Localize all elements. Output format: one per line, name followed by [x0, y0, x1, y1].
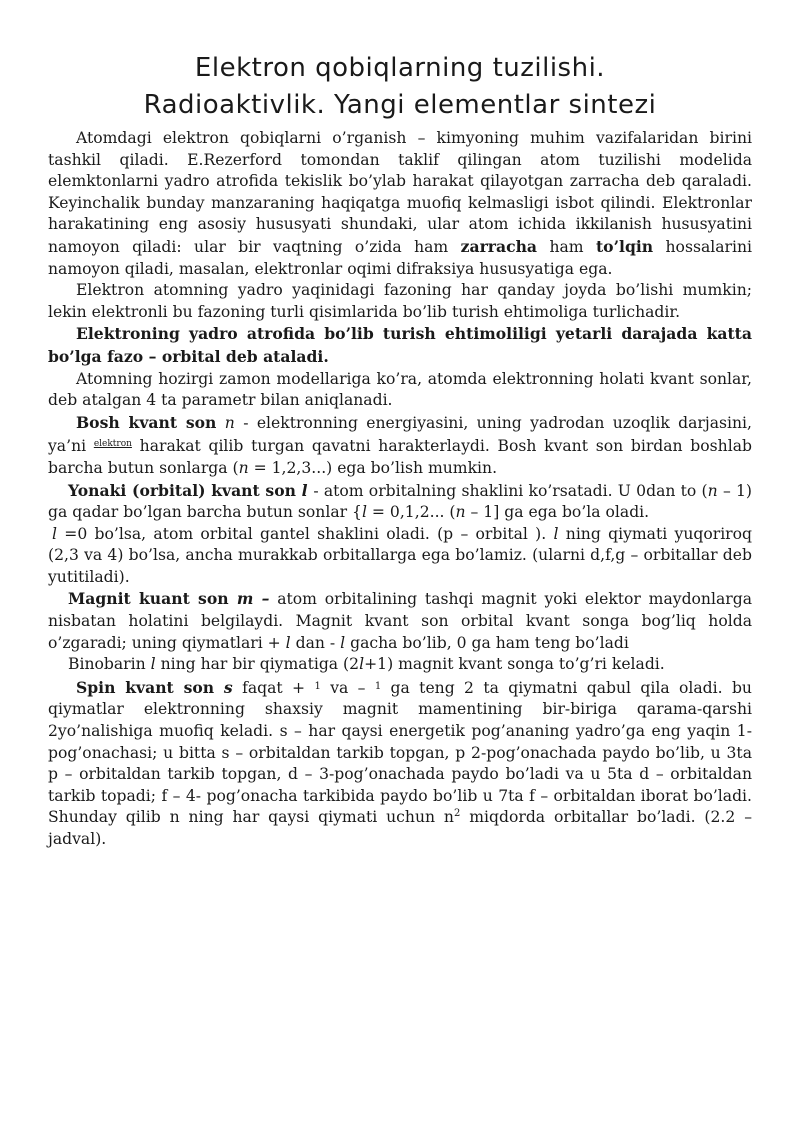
- paragraph-orbital-shapes: l =0 bo’lsa, atom orbital gantel shaklini oladi. (p – orbital ). l ning qiymati yuqoriroq (2,3 va 4) bo’lsa, ancha murakkab orbitallarga ega bo’lamiz. (ularni d,f,g – orbitallar deb yutitiladi).: [48, 524, 753, 586]
- title-line-1: Elektron qobiqlarning tuzilishi.: [194, 53, 606, 83]
- title-line-2: Radioaktivlik. Yangi elementlar sintezi: [143, 90, 657, 120]
- paragraph-magnetic-quantum: Magnit kuant son m – atom orbitalining tashqi magnit yoki elektor maydonlarga nisbatan holatini belgilaydi. Magnit kvant son orbital kvant songa bog’liq holda o’zgaradi; uning qiymatlari + l dan - l gacha bo’lib, 0 ga ham teng bo’ladi: [48, 589, 752, 652]
- page-title: [48, 50, 752, 124]
- paragraph-orbital-definition: Elektroning yadro atrofida bo’lib turish ehtimoliligi yetarli darajada katta bo’lga fazo – orbital deb ataladi.: [48, 324, 752, 366]
- term-zarracha: zarracha: [460, 236, 538, 256]
- paragraph-magnetic-values: Binobarin l ning har bir qiymatiga (2l+1) magnit kvant songa to’g’ri keladi.: [68, 655, 665, 674]
- paragraph-orbital-quantum: Yonaki (orbital) kvant son l - atom orbitalning shaklini ko’rsatadi. U 0dan to (n – 1) ga qadar bo’lgan barcha butun sonlar {l = 0,1,2... (n – 1] ga ega bo’la oladi.: [48, 480, 752, 522]
- paragraph-quantum-numbers: Atomning hozirgi zamon modellariga ko’ra, atomda elektronning holati kvant sonlar, deb atalgan 4 ta parametr bilan aniqlanadi.: [48, 369, 752, 410]
- term-tolqin: to’lqin: [595, 236, 654, 256]
- paragraph-principal-quantum: Bosh kvant son n - elektronning energiyasini, uning yadrodan uzoqlik darjasini, ya’ni $^{elektron}$ harakat qilib turgan qavatni harakterlaydi. Bosh kvant son birdan boshlab barcha butun sonlarga (n = 1,2,3...) ega bo’lish mumkin.: [48, 412, 752, 477]
- paragraph-spin-quantum: Spin kvant son s faqat + $^1$ va – $^1$ ga teng 2 ta qiymatni qabul qila oladi. bu qiymatlar elektronning shaxsiy magnit mamentining bir-biriga qarama-qarshi 2yo’nalishiga muofiq keladi. s – har qaysi energetik pog’ananing yadro’ga eng yaqin 1-pog’onachasi; u bitta s – orbitaldan tarkib topgan, p 2-pog’onachada paydo bo’lib, u 3ta p – orbitaldan tarkib topgan, d – 3-pog’onachada paydo bo’ladi va u 5ta d – orbitaldan tarkib topadi; f – 4- pog’onacha tarkibida paydo bo’lib u 7ta f – orbitaldan iborat bo’ladi. Shunday qilib n ning har qaysi qiymati uchun $n^2$ miqdorda orbitallar bo’ladi. (2.2 – jadval).: [48, 677, 752, 848]
- paragraph-intro: Atomdagi elektron qobiqlarni o’rganish – kimyoning muhim vazifalaridan birini tashkil qiladi. E.Rezerford tomondan taklif qilingan atom tuzilishi modelida elemktonlarni yadro atrofida tekislik bo’ylab harakat qilayotgan zarracha deb qaraladi. Keyinchalik bunday manzaraning haqiqatga muofiq kelmasligi isbot qilindi. Elektronlar harakatining eng asosiy hususyati shundaki, ular atom ichida ikkilanish hususyatini namoyon qiladi: ular bir vaqtning o’zida ham zarracha ham to’lqin hossalarini namoyon qiladi, masalan, elektronlar oqimi difraksiya hususyatiga ega.: [48, 129, 752, 278]
- paragraph-probability: Elektron atomning yadro yaqinidagi fazoning har qanday joyda bo’lishi mumkin; lekin elektronli bu fazoning turli qisimlarida bo’lib turish ehtimoligа turlichadir.: [48, 281, 752, 321]
